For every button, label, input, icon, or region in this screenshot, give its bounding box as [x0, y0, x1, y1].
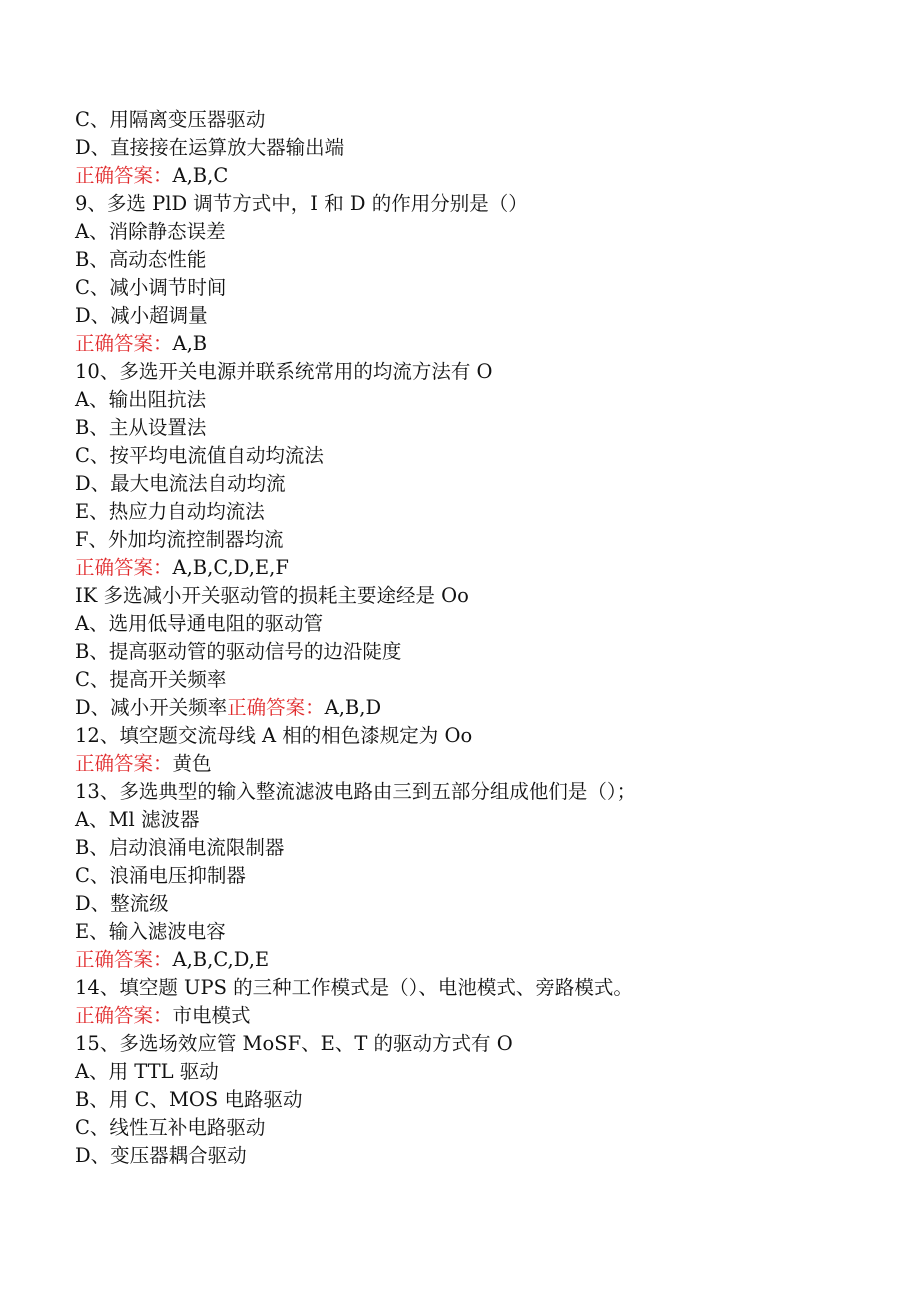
answer-option: B、启动浪涌电流限制器 [75, 836, 285, 859]
question-text: 12、填空题交流母线 A 相的相色漆规定为 Oo [75, 724, 473, 747]
answer-option: C、按平均电流值自动均流法 [75, 444, 324, 467]
answer-option: E、热应力自动均流法 [75, 500, 265, 523]
answer-option: B、高动态性能 [75, 248, 207, 271]
correct-answer-line [75, 1002, 895, 1030]
answer-option: A、消除静态误差 [75, 220, 226, 243]
correct-answer-line [75, 946, 895, 974]
answer-option: D、变压器耦合驱动 [75, 1144, 247, 1167]
answer-option-with-answer [75, 694, 895, 722]
document-page [75, 106, 895, 1170]
correct-answer-label: 正确答案： [75, 164, 173, 187]
correct-answer-label: 正确答案： [227, 696, 325, 719]
correct-answer-line [75, 162, 895, 190]
question-text: IK 多选减小开关驱动管的损耗主要途经是 Oo [75, 584, 469, 607]
answer-option: C、线性互补电路驱动 [75, 1116, 266, 1139]
answer-option: B、主从设置法 [75, 416, 207, 439]
question-text: 13、多选典型的输入整流滤波电路由三到五部分组成他们是（）； [75, 780, 637, 803]
question-text: 15、多选场效应管 MoSF、E、T 的驱动方式有 O [75, 1032, 513, 1055]
answer-option: D、最大电流法自动均流 [75, 472, 286, 495]
correct-answer-label: 正确答案： [75, 1004, 173, 1027]
correct-answer-value: 市电模式 [172, 1004, 251, 1027]
correct-answer-label: 正确答案： [75, 752, 173, 775]
answer-option: C、提高开关频率 [75, 668, 227, 691]
answer-option: D、直接接在运算放大器输出端 [75, 136, 345, 159]
answer-option-text: D、减小开关频率 [75, 696, 228, 719]
question-text: 14、填空题 UPS 的三种工作模式是（）、电池模式、旁路模式。 [75, 976, 633, 999]
answer-option: D、减小超调量 [75, 304, 208, 327]
correct-answer-label: 正确答案： [75, 948, 173, 971]
answer-option: A、Ml 滤波器 [75, 808, 200, 831]
correct-answer-value: A,B,C [172, 164, 229, 187]
question-text: 10、多选开关电源并联系统常用的均流方法有 O [75, 360, 493, 383]
correct-answer-value: A,B,D [324, 696, 382, 719]
question-text: 9、多选 PlD 调节方式中，I 和 D 的作用分别是（） [75, 192, 528, 215]
correct-answer-value: A,B [172, 332, 208, 355]
correct-answer-line [75, 750, 895, 778]
answer-option: C、用隔离变压器驱动 [75, 108, 266, 131]
correct-answer-value: A,B,C,D,E [172, 948, 270, 971]
answer-option: B、用 C、MOS 电路驱动 [75, 1088, 303, 1111]
answer-option: D、整流级 [75, 892, 169, 915]
correct-answer-line [75, 330, 895, 358]
answer-option: B、提高驱动管的驱动信号的边沿陡度 [75, 640, 402, 663]
answer-option: A、选用低导通电阻的驱动管 [75, 612, 324, 635]
answer-option: C、浪涌电压抑制器 [75, 864, 246, 887]
answer-option: C、减小调节时间 [75, 276, 227, 299]
answer-option: E、输入滤波电容 [75, 920, 226, 943]
correct-answer-label: 正确答案： [75, 556, 173, 579]
answer-option: A、用 TTL 驱动 [75, 1060, 219, 1083]
correct-answer-value: A,B,C,D,E,F [172, 556, 289, 579]
correct-answer-label: 正确答案： [75, 332, 173, 355]
correct-answer-line [75, 554, 895, 582]
answer-option: F、外加均流控制器均流 [75, 528, 284, 551]
correct-answer-value: 黄色 [172, 752, 212, 775]
answer-option: A、输出阻抗法 [75, 388, 207, 411]
